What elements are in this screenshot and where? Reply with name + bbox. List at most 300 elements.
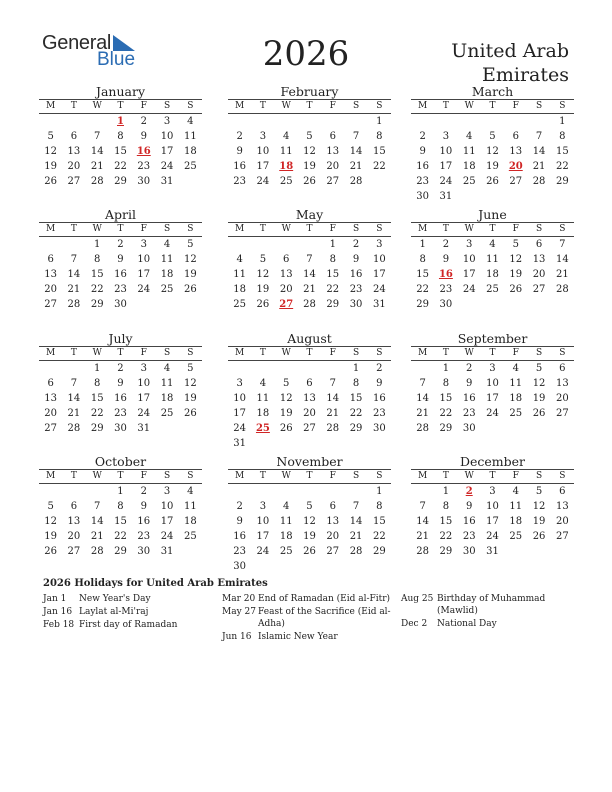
holiday-name: Laylat al-Mi'raj [79,607,149,617]
day-cell: 16 [416,161,429,172]
month-name: May [295,207,324,222]
holiday-day-cell: 25 [255,423,270,434]
empty-day-cell [275,237,298,252]
country-line-1: United Arab [451,40,569,62]
day-cell: 21 [349,531,363,542]
day-cell: 23 [233,546,246,557]
weekday-header-row [39,346,202,361]
weekday-header: T [259,101,266,111]
day-cell: 23 [462,531,476,542]
day-cell: 31 [233,438,246,449]
day-cell: 19 [183,269,197,280]
day-cell: 16 [114,269,127,280]
weekday-header: M [418,348,428,358]
day-cell: 4 [489,239,496,250]
weekday-header: W [464,471,474,481]
day-cell: 28 [416,546,429,557]
weekday-header: T [259,224,266,234]
weekday-header: M [235,348,245,358]
day-cell: 3 [489,363,496,374]
day-cell: 27 [326,176,340,187]
holiday-day-cell: 27 [279,299,294,310]
day-cell: 5 [47,131,54,142]
day-cell: 18 [279,531,293,542]
weekday-header: S [559,101,566,111]
day-cell: 28 [303,299,316,310]
day-cell: 5 [187,363,194,374]
empty-day-cell [344,484,367,499]
weekday-header: S [376,471,383,481]
day-cell: 6 [70,501,78,512]
day-cell: 12 [183,254,197,265]
day-cell: 18 [160,269,174,280]
day-cell: 6 [535,239,543,250]
day-cell: 9 [352,254,360,265]
day-cell: 29 [114,546,127,557]
day-cell: 25 [233,299,246,310]
weekday-header-row [39,222,202,237]
weekday-header: M [46,348,56,358]
empty-day-cell [321,114,344,129]
weekday-header: T [117,471,124,481]
month-june [411,207,574,312]
day-cell: 24 [486,408,499,419]
holiday-name: First day of Ramadan [79,620,178,630]
month-name: August [287,331,332,346]
day-cell: 3 [259,501,267,512]
weekday-header: S [163,471,171,481]
day-cell: 25 [183,161,197,172]
day-cell: 24 [137,408,151,419]
day-cell: 30 [462,546,476,557]
weekday-header: M [46,471,56,481]
day-cell: 22 [90,408,104,419]
empty-day-cell [62,114,85,129]
day-cell: 15 [326,269,340,280]
day-cell: 26 [256,299,270,310]
weekday-header: S [376,348,383,358]
weekday-header: M [235,101,245,111]
day-cell: 1 [94,363,101,374]
day-cell: 18 [462,161,476,172]
holiday-date: Feb 18 [43,620,75,630]
day-cell: 10 [372,254,386,265]
month-name: July [108,331,133,346]
day-cell: 17 [137,269,151,280]
day-cell: 15 [114,146,127,157]
day-cell: 21 [67,408,81,419]
weekday-header: T [117,348,124,358]
day-cell: 16 [233,161,246,172]
empty-day-cell [321,484,344,499]
day-cell: 21 [416,408,429,419]
weekday-header: S [352,471,360,481]
empty-day-cell [228,484,251,499]
weekday-header: W [464,224,474,234]
day-cell: 28 [67,423,81,434]
day-cell: 5 [489,131,496,142]
day-cell: 25 [279,546,293,557]
weekday-header: W [92,224,102,234]
country-name [451,39,569,87]
day-cell: 30 [114,423,127,434]
day-cell: 27 [326,546,340,557]
day-cell: 22 [439,408,453,419]
day-cell: 15 [555,146,569,157]
day-cell: 5 [306,131,313,142]
weekday-header: S [187,101,194,111]
day-cell: 3 [163,486,171,497]
day-cell: 28 [555,284,569,295]
day-cell: 10 [486,501,499,512]
day-cell: 1 [559,116,566,127]
day-cell: 25 [160,408,174,419]
day-cell: 22 [349,408,363,419]
day-cell: 2 [117,363,124,374]
day-cell: 29 [326,299,340,310]
day-cell: 7 [306,254,313,265]
day-cell: 31 [160,546,174,557]
day-cell: 29 [416,299,429,310]
empty-day-cell [228,237,251,252]
weekday-header-row [411,346,574,361]
day-cell: 5 [187,239,194,250]
empty-day-cell [411,361,434,376]
day-cell: 8 [352,378,360,389]
holiday-entry [43,606,213,618]
day-cell: 12 [44,146,57,157]
day-cell: 4 [163,363,171,374]
day-cell: 7 [419,501,426,512]
day-cell: 23 [114,284,127,295]
day-cell: 10 [256,146,270,157]
empty-day-cell [228,114,251,129]
day-cell: 13 [532,254,546,265]
day-cell: 22 [555,161,569,172]
weekday-header: T [442,348,449,358]
day-cell: 22 [114,531,127,542]
day-cell: 9 [117,378,124,389]
weekday-header: S [352,348,360,358]
holiday-day-cell: 1 [117,116,124,127]
day-cell: 18 [233,284,246,295]
holiday-column [222,593,392,644]
day-cell: 28 [326,423,340,434]
day-cell: 17 [256,531,270,542]
day-cell: 30 [439,299,453,310]
day-cell: 23 [349,284,363,295]
day-cell: 14 [326,393,340,404]
empty-day-cell [275,361,298,376]
empty-day-cell [251,361,274,376]
empty-day-cell [298,114,321,129]
day-cell: 4 [512,363,519,374]
weekday-header: T [117,224,124,234]
weekday-header: T [70,471,77,481]
day-cell: 23 [372,408,386,419]
day-cell: 22 [372,161,386,172]
day-cell: 25 [160,284,174,295]
empty-day-cell [411,484,434,499]
weekday-header: T [442,224,449,234]
day-cell: 11 [279,516,293,527]
holiday-day-cell: 16 [136,146,151,157]
weekday-header: S [352,101,360,111]
weekday-header: T [70,101,77,111]
weekday-header: F [140,101,147,111]
month-name: April [105,207,136,222]
day-cell: 7 [70,378,78,389]
empty-day-cell [411,114,434,129]
weekday-header: T [306,101,313,111]
weekday-header: S [376,224,383,234]
weekday-header: S [559,348,566,358]
day-cell: 12 [303,146,316,157]
day-cell: 7 [329,378,336,389]
day-cell: 17 [160,146,174,157]
day-cell: 22 [439,531,453,542]
weekday-header-row [228,222,391,237]
holiday-day-cell: 18 [279,161,294,172]
day-cell: 11 [462,146,476,157]
day-cell: 20 [555,516,569,527]
weekday-header: S [376,101,383,111]
day-cell: 14 [416,516,429,527]
day-cell: 26 [183,408,197,419]
weekday-header: F [512,348,519,358]
day-cell: 10 [160,501,174,512]
holiday-entry [43,593,213,605]
weekday-header: W [92,101,102,111]
day-cell: 12 [532,501,546,512]
day-cell: 6 [512,131,519,142]
day-cell: 3 [140,363,147,374]
day-cell: 23 [114,408,127,419]
month-september [411,331,574,436]
holiday-date: Jan 16 [43,607,73,617]
weekday-header: W [281,471,291,481]
day-cell: 18 [160,393,174,404]
day-cell: 2 [442,239,450,250]
day-cell: 27 [67,176,81,187]
empty-day-cell [275,484,298,499]
weekday-header: W [464,101,474,111]
weekday-header: T [442,101,449,111]
holiday-name: Feast of the Sacrifice (Eid al-Adha) [258,607,391,629]
holiday-entry [43,619,213,631]
empty-day-cell [434,114,457,129]
day-cell: 6 [47,254,54,265]
day-cell: 14 [532,146,546,157]
day-cell: 10 [137,378,151,389]
day-cell: 20 [44,408,57,419]
day-cell: 13 [326,516,340,527]
day-cell: 21 [303,284,316,295]
weekday-header: T [489,348,496,358]
day-cell: 19 [486,161,499,172]
day-cell: 11 [509,501,523,512]
empty-day-cell [62,237,85,252]
day-cell: 6 [329,501,336,512]
day-cell: 26 [44,176,57,187]
day-cell: 30 [137,176,151,187]
day-cell: 4 [187,486,194,497]
day-cell: 9 [140,131,147,142]
day-cell: 13 [44,393,57,404]
day-cell: 22 [90,284,104,295]
day-cell: 1 [442,363,450,374]
day-cell: 14 [416,393,429,404]
day-cell: 5 [512,239,519,250]
weekday-header: F [140,348,147,358]
weekday-header: T [259,471,266,481]
day-cell: 13 [44,269,57,280]
weekday-header: T [306,348,313,358]
weekday-header: S [187,224,194,234]
day-cell: 30 [233,561,246,572]
day-cell: 11 [233,269,246,280]
day-cell: 28 [90,176,104,187]
day-cell: 8 [376,131,383,142]
day-cell: 7 [559,239,566,250]
weekday-header: W [92,471,102,481]
day-cell: 12 [303,516,316,527]
day-grid [228,361,391,451]
empty-day-cell [481,114,504,129]
empty-day-cell [39,114,62,129]
empty-day-cell [504,114,527,129]
day-cell: 4 [466,131,473,142]
holiday-day-cell: 16 [438,269,453,280]
day-cell: 2 [236,131,243,142]
month-name: December [459,454,526,469]
day-cell: 24 [439,176,453,187]
day-cell: 23 [439,284,453,295]
day-cell: 14 [90,146,104,157]
day-cell: 15 [439,393,453,404]
holiday-name: End of Ramadan (Eid al-Fitr) [258,594,391,604]
day-cell: 16 [114,393,127,404]
day-cell: 20 [326,531,340,542]
day-cell: 3 [163,116,171,127]
day-cell: 24 [462,284,476,295]
day-cell: 21 [90,531,104,542]
weekday-header: W [92,348,102,358]
day-cell: 14 [67,393,81,404]
day-cell: 11 [183,501,197,512]
day-cell: 27 [44,299,57,310]
day-cell: 16 [462,393,476,404]
day-cell: 3 [489,486,496,497]
day-cell: 7 [94,501,101,512]
day-cell: 8 [94,254,101,265]
day-cell: 27 [303,423,316,434]
day-cell: 30 [372,423,386,434]
day-cell: 9 [236,146,243,157]
day-cell: 29 [349,423,363,434]
day-cell: 18 [183,146,197,157]
month-may [228,207,391,312]
day-cell: 3 [236,378,243,389]
day-cell: 17 [372,269,386,280]
day-cell: 3 [442,131,450,142]
day-cell: 26 [44,546,57,557]
day-cell: 15 [349,393,363,404]
day-cell: 2 [236,501,243,512]
day-cell: 20 [555,393,569,404]
calendar-year: 2026 [262,34,350,74]
day-cell: 20 [279,284,293,295]
day-cell: 31 [160,176,174,187]
weekday-header: S [187,471,194,481]
holiday-name: New Year's Day [79,594,151,604]
weekday-header: T [70,348,77,358]
day-cell: 11 [160,254,174,265]
day-cell: 26 [509,284,523,295]
weekday-header: M [235,224,245,234]
day-grid [228,114,391,189]
day-cell: 9 [466,378,473,389]
day-cell: 13 [555,501,569,512]
weekday-header-row [411,99,574,114]
day-cell: 19 [532,516,546,527]
month-name: January [95,84,146,99]
day-cell: 21 [532,161,546,172]
day-cell: 21 [90,161,104,172]
holiday-entry [222,593,392,605]
day-cell: 21 [67,284,81,295]
day-cell: 24 [233,423,246,434]
day-cell: 24 [137,284,151,295]
day-cell: 1 [352,363,360,374]
day-cell: 19 [44,531,57,542]
day-cell: 28 [349,176,363,187]
day-cell: 22 [114,161,127,172]
day-cell: 8 [329,254,336,265]
weekday-header-row [228,99,391,114]
empty-day-cell [458,114,481,129]
month-name: September [457,331,528,346]
day-cell: 8 [94,378,101,389]
day-cell: 12 [44,516,57,527]
weekday-header: W [464,348,474,358]
day-cell: 17 [486,393,499,404]
weekday-header: T [442,471,449,481]
brand-line2: Blue [97,49,136,70]
weekday-header: S [163,224,171,234]
day-cell: 31 [372,299,386,310]
day-cell: 4 [283,501,290,512]
day-cell: 12 [486,146,499,157]
day-cell: 2 [376,363,383,374]
holiday-date: Dec 2 [401,619,428,629]
weekday-header: M [46,224,56,234]
day-cell: 14 [349,516,363,527]
weekday-header: T [306,471,313,481]
day-cell: 5 [259,254,267,265]
day-grid [39,484,202,559]
day-cell: 13 [326,146,340,157]
day-cell: 10 [486,378,499,389]
weekday-header-row [39,469,202,484]
day-cell: 4 [512,486,519,497]
day-grid [39,114,202,189]
day-cell: 16 [233,531,246,542]
day-cell: 21 [349,161,363,172]
day-cell: 10 [160,131,174,142]
day-cell: 9 [117,254,124,265]
day-cell: 5 [283,378,290,389]
